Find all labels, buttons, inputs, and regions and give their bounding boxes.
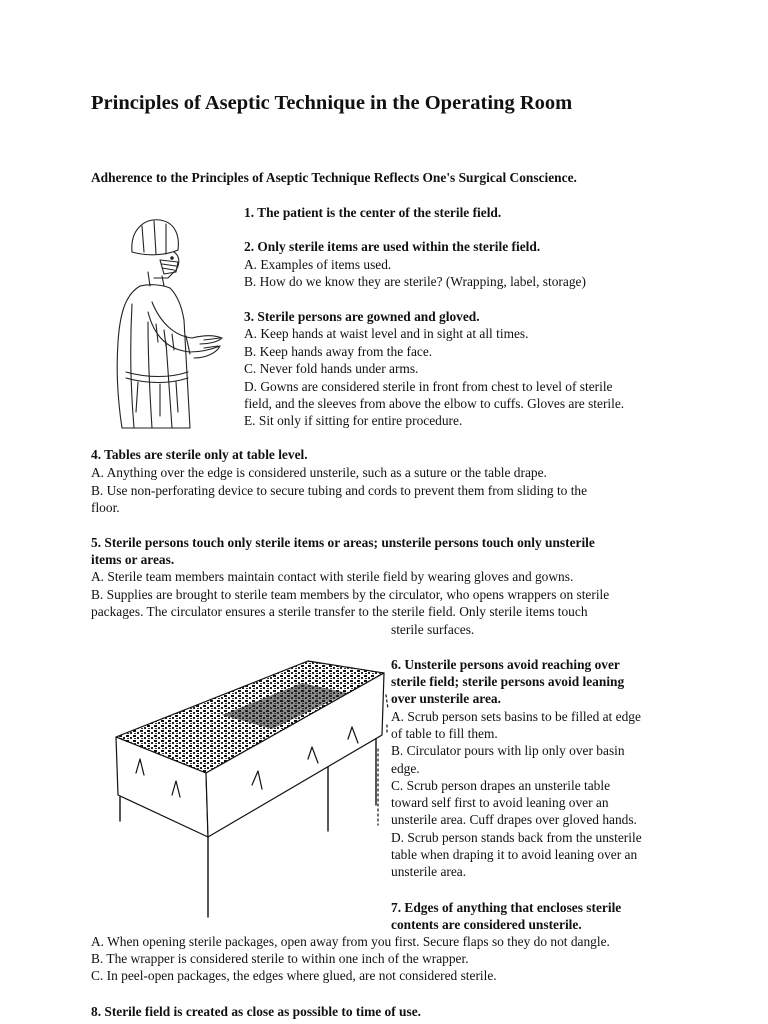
principle-5-item-b-cont: packages. The circulator ensures a sterile transfer to the sterile field. Only sterile items touch	[91, 604, 588, 619]
principle-1-heading	[244, 204, 501, 221]
principle-4-item-b-cont: floor.	[91, 500, 120, 515]
principle-6-item-b-cont: edge.	[391, 761, 420, 776]
principle-5-item-a: A. Sterile team members maintain contact with sterile field by wearing gloves and gowns.	[91, 569, 574, 584]
principle-3-item-c: C. Never fold hands under arms.	[244, 361, 419, 376]
principle-6-heading: 6. Unsterile persons avoid reaching over	[391, 657, 620, 672]
principle-7-item-c: C. In peel-open packages, the edges where glued, are not considered sterile.	[91, 968, 497, 983]
principle-5-item-b: B. Supplies are brought to sterile team members by the circulator, who opens wrappers on sterile	[91, 587, 610, 602]
principle-6-item-a: A. Scrub person sets basins to be filled at edge	[391, 709, 641, 724]
principle-5-heading-cont: items or areas.	[91, 552, 175, 567]
principle-5-item-b-end: sterile surfaces.	[391, 622, 475, 637]
principle-6-item-c-cont-1: toward self first to avoid leaning over an	[391, 795, 609, 810]
draped-table-illustration	[112, 655, 390, 923]
gowned-surgeon-illustration	[108, 212, 226, 432]
principle-7-item-a: A. When opening sterile packages, open away from you first. Secure flaps so they do not dangle.	[91, 934, 610, 949]
principle-6-heading-cont-1: sterile field; sterile persons avoid leaning	[391, 674, 625, 689]
principle-3-heading: 3. Sterile persons are gowned and gloved.	[244, 309, 480, 324]
line-text: 1. The patient is the center of the sterile field.	[244, 205, 502, 220]
document-subtitle: Adherence to the Principles of Aseptic Technique Reflects One's Surgical Conscience.	[91, 170, 577, 185]
page-title: Principles of Aseptic Technique in the Operating Room	[91, 92, 573, 114]
principle-6-item-c-cont-2: unsterile area. Cuff drapes over gloved hands.	[391, 812, 637, 827]
principle-3-item-a: A. Keep hands at waist level and in sight at all times.	[244, 326, 529, 341]
principle-6-item-d-cont-2: unsterile area.	[391, 864, 467, 879]
principle-6-item-d: D. Scrub person stands back from the unsterile	[391, 830, 642, 845]
principle-2-item-b: B. How do we know they are sterile? (Wrapping, label, storage)	[244, 274, 586, 289]
principle-3-item-e: E. Sit only if sitting for entire procedure.	[244, 413, 463, 428]
principle-3-item-d: D. Gowns are considered sterile in front from chest to level of sterile	[244, 379, 613, 394]
principle-4-item-a: A. Anything over the edge is considered unsterile, such as a suture or the table drape.	[91, 465, 547, 480]
principle-7-heading-cont: contents are considered unsterile.	[391, 917, 582, 932]
principle-6-heading-cont-2: over unsterile area.	[391, 691, 501, 706]
principle-6-item-c: C. Scrub person drapes an unsterile table	[391, 778, 611, 793]
principle-2-item-a: A. Examples of items used.	[244, 257, 392, 272]
principle-8-heading: 8. Sterile field is created as close as possible to time of use.	[91, 1004, 422, 1019]
principle-4-heading: 4. Tables are sterile only at table level.	[91, 447, 308, 462]
principle-3-item-b: B. Keep hands away from the face.	[244, 344, 433, 359]
principle-7-item-b: B. The wrapper is considered sterile to within one inch of the wrapper.	[91, 951, 469, 966]
principle-6-item-b: B. Circulator pours with lip only over basin	[391, 743, 625, 758]
principle-3-item-d-cont: field, and the sleeves from above the elbow to cuffs. Gloves are sterile.	[244, 396, 625, 411]
principle-2-heading: 2. Only sterile items are used within the sterile field.	[244, 239, 541, 254]
principle-6-item-d-cont-1: table when draping it to avoid leaning over an	[391, 847, 638, 862]
principle-5-heading: 5. Sterile persons touch only sterile items or areas; unsterile persons touch only unsterile	[91, 535, 595, 550]
principle-7-heading: 7. Edges of anything that encloses sterile	[391, 900, 622, 915]
principle-4-item-b: B. Use non-perforating device to secure tubing and cords to prevent them from sliding to the	[91, 483, 588, 498]
principle-6-item-a-cont: of table to fill them.	[391, 726, 498, 741]
